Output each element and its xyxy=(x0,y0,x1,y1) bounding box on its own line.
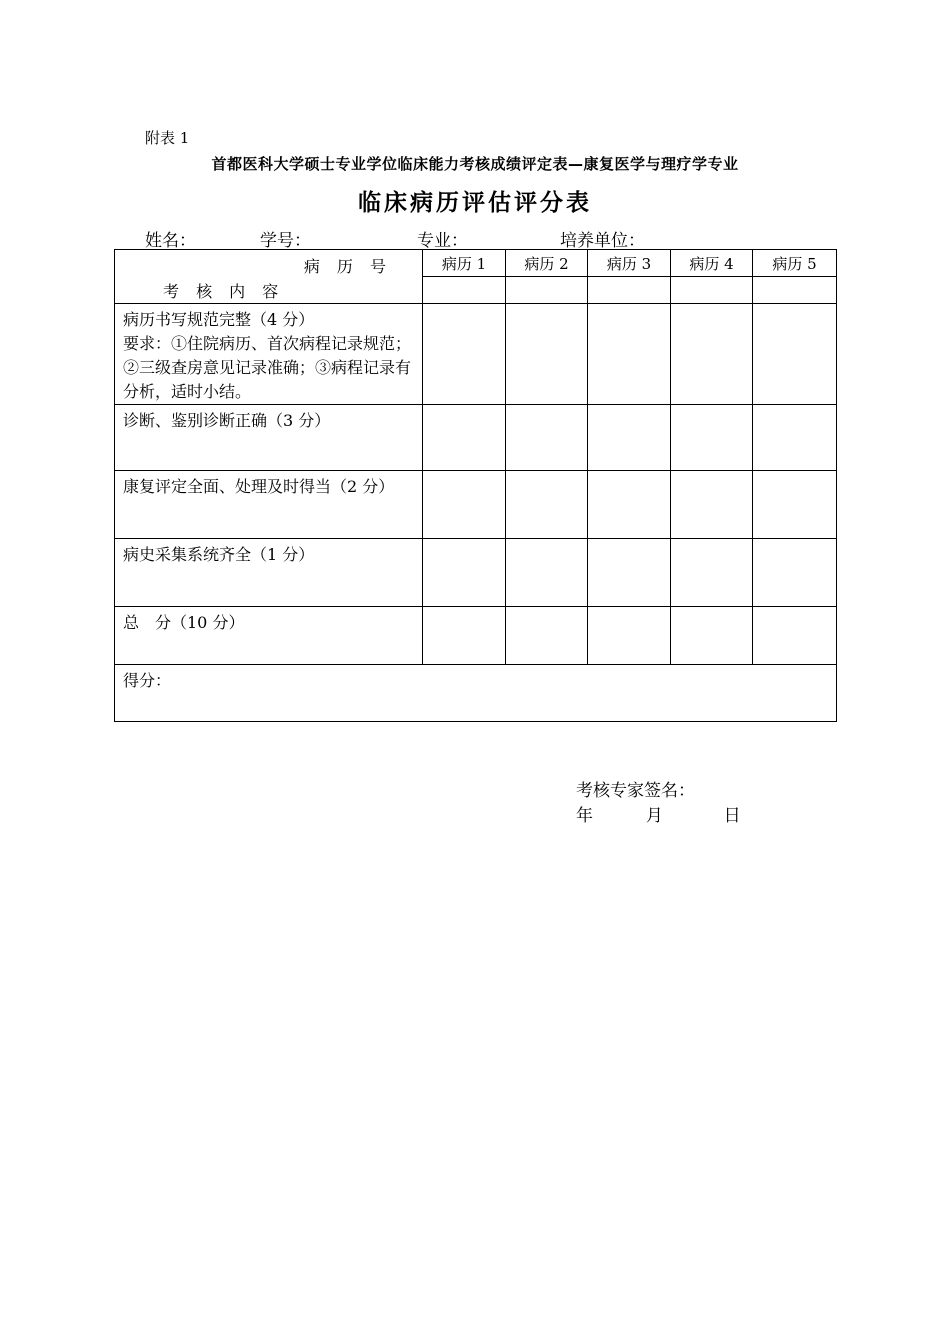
score-cell[interactable] xyxy=(423,304,506,405)
score-cell[interactable] xyxy=(588,471,671,539)
corner-top-label: 病 历 号 xyxy=(303,257,392,276)
score-cell[interactable] xyxy=(753,304,837,405)
signature-date xyxy=(576,801,741,826)
student-id-label: 学号： xyxy=(260,231,311,251)
empty-cell[interactable] xyxy=(423,277,506,304)
empty-cell[interactable] xyxy=(588,277,671,304)
criterion-cell xyxy=(115,304,423,405)
expert-signature-label: 考核专家签名： xyxy=(576,781,695,801)
criterion-title: 诊断、鉴别诊断正确（3 分） xyxy=(123,411,331,430)
column-header: 病历 5 xyxy=(753,250,837,277)
scoring-table xyxy=(114,249,837,722)
score-cell[interactable] xyxy=(506,304,588,405)
name-label: 姓名： xyxy=(145,231,196,251)
empty-cell[interactable] xyxy=(753,277,837,304)
total-score-cell[interactable] xyxy=(423,607,506,665)
corner-bottom-label: 考 核 内 容 xyxy=(163,282,285,301)
column-header: 病历 3 xyxy=(588,250,671,277)
empty-cell[interactable] xyxy=(506,277,588,304)
total-cell xyxy=(115,607,423,665)
document-subtitle: 首都医科大学硕士专业学位临床能力考核成绩评定表—康复医学与理疗学专业 xyxy=(211,155,739,173)
column-header: 病历 4 xyxy=(671,250,753,277)
corner-header-cell xyxy=(115,250,423,304)
total-label: 总 分（10 分） xyxy=(123,613,245,632)
final-score-cell[interactable] xyxy=(115,665,837,722)
column-header: 病历 2 xyxy=(506,250,588,277)
criterion-title: 康复评定全面、处理及时得当（2 分） xyxy=(123,477,395,496)
score-cell[interactable] xyxy=(753,539,837,607)
document-title: 临床病历评估评分表 xyxy=(358,189,592,216)
criterion-title: 病史采集系统齐全（1 分） xyxy=(123,545,315,564)
final-score-label: 得分： xyxy=(123,671,172,690)
criterion-detail: 要求：①住院病历、首次病程记录规范；②三级查房意见记录准确；③病程记录有分析，适时小结。 xyxy=(123,334,412,401)
total-score-cell[interactable] xyxy=(588,607,671,665)
year-label: 年 xyxy=(576,806,593,826)
criterion-title: 病历书写规范完整（4 分） xyxy=(123,310,315,329)
total-score-cell[interactable] xyxy=(506,607,588,665)
score-cell[interactable] xyxy=(753,471,837,539)
score-cell[interactable] xyxy=(506,539,588,607)
column-header: 病历 1 xyxy=(423,250,506,277)
unit-label: 培养单位： xyxy=(560,231,645,251)
empty-cell[interactable] xyxy=(671,277,753,304)
score-cell[interactable] xyxy=(506,405,588,471)
score-cell[interactable] xyxy=(506,471,588,539)
total-score-cell[interactable] xyxy=(671,607,753,665)
score-cell[interactable] xyxy=(423,539,506,607)
score-cell[interactable] xyxy=(588,405,671,471)
score-cell[interactable] xyxy=(671,539,753,607)
score-cell[interactable] xyxy=(671,304,753,405)
day-label: 日 xyxy=(723,806,741,826)
month-label: 月 xyxy=(645,806,663,826)
major-label: 专业： xyxy=(417,231,468,251)
criterion-cell xyxy=(115,471,423,539)
score-cell[interactable] xyxy=(671,471,753,539)
score-cell[interactable] xyxy=(753,405,837,471)
score-cell[interactable] xyxy=(423,471,506,539)
score-cell[interactable] xyxy=(588,304,671,405)
score-cell[interactable] xyxy=(671,405,753,471)
total-score-cell[interactable] xyxy=(753,607,837,665)
criterion-cell xyxy=(115,405,423,471)
score-cell[interactable] xyxy=(423,405,506,471)
score-cell[interactable] xyxy=(588,539,671,607)
appendix-label: 附表 1 xyxy=(145,129,190,147)
criterion-cell xyxy=(115,539,423,607)
